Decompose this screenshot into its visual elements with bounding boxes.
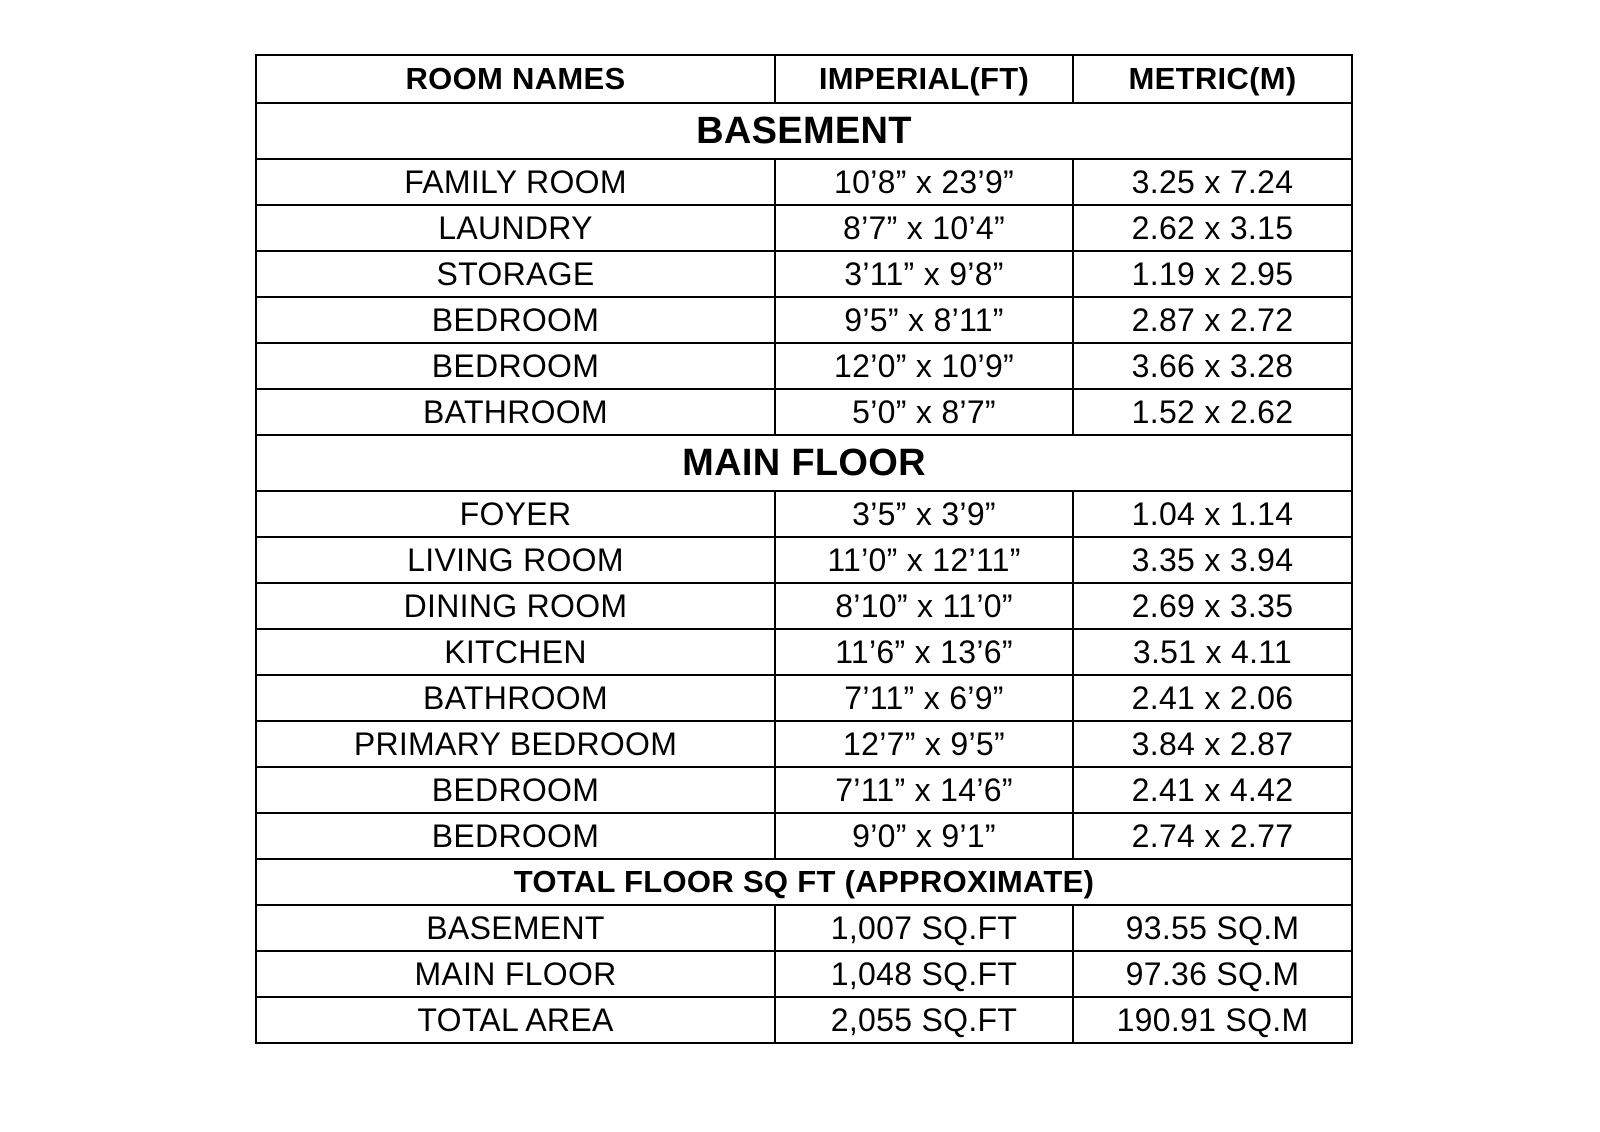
table-row [256,629,1352,675]
table-row [256,675,1352,721]
room-name: BATHROOM [256,389,775,435]
room-imperial: 12’7” x 9’5” [775,721,1073,767]
room-dimensions-table [255,54,1353,1044]
room-imperial: 11’6” x 13’6” [775,629,1073,675]
room-imperial: 9’0” x 9’1” [775,813,1073,859]
table-row [256,767,1352,813]
total-name: TOTAL AREA [256,997,775,1043]
room-imperial: 8’7” x 10’4” [775,205,1073,251]
table-row [256,997,1352,1043]
section-title-main-floor: MAIN FLOOR [256,435,1352,491]
section-title-totals: TOTAL FLOOR SQ FT (APPROXIMATE) [256,859,1352,905]
header-row [256,55,1352,103]
total-metric: 93.55 SQ.M [1073,905,1352,951]
room-name: BEDROOM [256,813,775,859]
room-metric: 3.35 x 3.94 [1073,537,1352,583]
room-name: BEDROOM [256,297,775,343]
room-metric: 2.41 x 4.42 [1073,767,1352,813]
room-metric: 3.25 x 7.24 [1073,159,1352,205]
table-row [256,343,1352,389]
room-metric: 2.41 x 2.06 [1073,675,1352,721]
header-room-names: ROOM NAMES [256,55,775,103]
table-row [256,297,1352,343]
table-row [256,951,1352,997]
room-name: DINING ROOM [256,583,775,629]
table-row [256,251,1352,297]
room-name: BATHROOM [256,675,775,721]
total-name: MAIN FLOOR [256,951,775,997]
section-row-main-floor [256,435,1352,491]
room-imperial: 10’8” x 23’9” [775,159,1073,205]
room-metric: 1.52 x 2.62 [1073,389,1352,435]
room-metric: 1.04 x 1.14 [1073,491,1352,537]
room-metric: 2.87 x 2.72 [1073,297,1352,343]
room-metric: 3.84 x 2.87 [1073,721,1352,767]
room-name: LAUNDRY [256,205,775,251]
room-metric: 3.66 x 3.28 [1073,343,1352,389]
room-name: LIVING ROOM [256,537,775,583]
table-row [256,721,1352,767]
room-metric: 3.51 x 4.11 [1073,629,1352,675]
room-name: FOYER [256,491,775,537]
total-name: BASEMENT [256,905,775,951]
total-imperial: 1,007 SQ.FT [775,905,1073,951]
room-name: FAMILY ROOM [256,159,775,205]
room-imperial: 8’10” x 11’0” [775,583,1073,629]
room-imperial: 5’0” x 8’7” [775,389,1073,435]
room-metric: 2.62 x 3.15 [1073,205,1352,251]
room-name: PRIMARY BEDROOM [256,721,775,767]
total-metric: 190.91 SQ.M [1073,997,1352,1043]
section-row-totals [256,859,1352,905]
room-name: BEDROOM [256,767,775,813]
section-title-basement: BASEMENT [256,103,1352,159]
room-imperial: 11’0” x 12’11” [775,537,1073,583]
table-row [256,159,1352,205]
room-name: KITCHEN [256,629,775,675]
table-row [256,205,1352,251]
room-metric: 1.19 x 2.95 [1073,251,1352,297]
table-row [256,491,1352,537]
table-row [256,813,1352,859]
room-imperial: 9’5” x 8’11” [775,297,1073,343]
table-row [256,905,1352,951]
total-imperial: 2,055 SQ.FT [775,997,1073,1043]
header-imperial: IMPERIAL(FT) [775,55,1073,103]
total-imperial: 1,048 SQ.FT [775,951,1073,997]
room-name: BEDROOM [256,343,775,389]
table-row [256,583,1352,629]
total-metric: 97.36 SQ.M [1073,951,1352,997]
room-imperial: 7’11” x 6’9” [775,675,1073,721]
table-row [256,537,1352,583]
room-metric: 2.74 x 2.77 [1073,813,1352,859]
room-imperial: 3’11” x 9’8” [775,251,1073,297]
table-row [256,389,1352,435]
room-name: STORAGE [256,251,775,297]
room-metric: 2.69 x 3.35 [1073,583,1352,629]
room-imperial: 7’11” x 14’6” [775,767,1073,813]
room-imperial: 3’5” x 3’9” [775,491,1073,537]
section-row-basement [256,103,1352,159]
header-metric: METRIC(M) [1073,55,1352,103]
room-imperial: 12’0” x 10’9” [775,343,1073,389]
